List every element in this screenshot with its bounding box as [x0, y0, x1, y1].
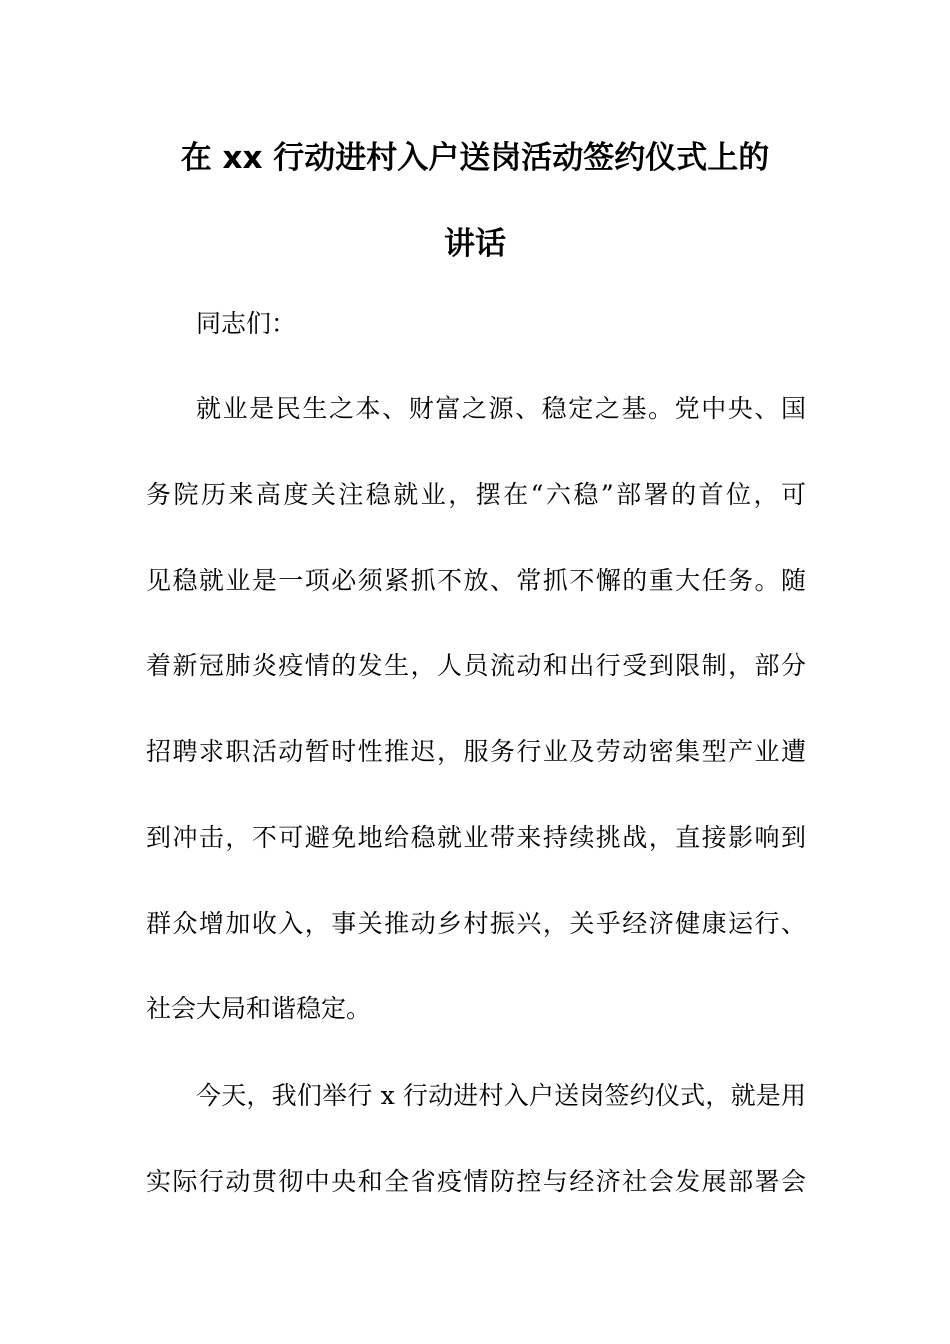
- salutation: 同志们：: [196, 309, 297, 338]
- paragraph-2-line-2: 实际行动贯彻中央和全省疫情防控与经济社会发展部署会: [146, 1167, 806, 1196]
- document-title-line-2: 讲话: [444, 226, 506, 262]
- paragraph-1-line-2: 务院历来高度关注稳就业，摆在“六稳”部署的首位，可: [146, 480, 806, 509]
- paragraph-2-line-1: 今天，我们举行 x 行动进村入户送岗签约仪式，就是用: [196, 1081, 806, 1110]
- document-title-line-1: 在 xx 行动进村入户送岗活动签约仪式上的: [180, 140, 770, 176]
- paragraph-1-line-6: 到冲击，不可避免地给稳就业带来持续挑战，直接影响到: [146, 823, 806, 852]
- paragraph-1-line-8: 社会大局和谐稳定。: [146, 994, 372, 1023]
- paragraph-1-line-1: 就业是民生之本、财富之源、稳定之基。党中央、国: [196, 394, 806, 423]
- paragraph-1-line-3: 见稳就业是一项必须紧抓不放、常抓不懈的重大任务。随: [146, 566, 806, 595]
- paragraph-1-line-5: 招聘求职活动暂时性推迟，服务行业及劳动密集型产业遭: [146, 737, 806, 766]
- paragraph-1-line-7: 群众增加收入，事关推动乡村振兴，关乎经济健康运行、: [146, 909, 806, 938]
- paragraph-1-line-4: 着新冠肺炎疫情的发生，人员流动和出行受到限制，部分: [146, 651, 806, 680]
